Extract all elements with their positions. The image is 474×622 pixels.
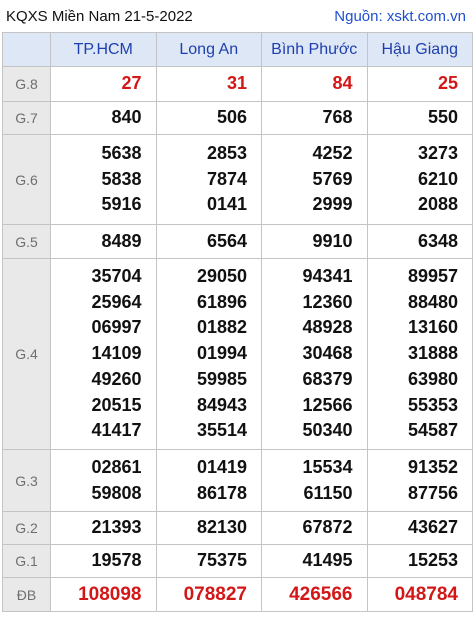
winning-number: 550 [427, 107, 458, 128]
winning-number: 50340 [302, 420, 353, 441]
winning-number: 41417 [91, 420, 142, 441]
prize-label: G.6 [3, 135, 51, 225]
prize-cell-tp-hcm [51, 578, 157, 612]
winning-number: 01994 [196, 343, 247, 364]
winning-number: 55353 [407, 394, 458, 415]
prize-cell-long-an [156, 102, 262, 135]
prize-cell-long-an [156, 67, 262, 102]
prize-cell-tp-hcm [51, 135, 157, 225]
prize-cell-long-an [156, 259, 262, 450]
prize-cell-binh-phuoc [262, 578, 368, 612]
winning-number: 31 [226, 73, 247, 94]
winning-number: 9910 [312, 230, 353, 251]
winning-number: 19578 [91, 550, 142, 571]
winning-number: 2088 [417, 194, 458, 215]
prize-cell-tp-hcm [51, 450, 157, 512]
prize-label: G.1 [3, 545, 51, 578]
corner-cell [3, 33, 51, 67]
prize-cell-binh-phuoc [262, 135, 368, 225]
winning-number: 5638 [101, 142, 142, 163]
winning-number: 59808 [91, 482, 142, 503]
prize-row-g1 [3, 545, 473, 578]
winning-number: 426566 [289, 583, 353, 605]
winning-number: 2999 [312, 194, 353, 215]
prize-row-g4 [3, 259, 473, 450]
winning-number: 31888 [407, 343, 458, 364]
province-header-tp-hcm[interactable]: TP.HCM [51, 33, 157, 67]
prize-cell-hau-giang [367, 225, 473, 259]
prize-cell-hau-giang [367, 102, 473, 135]
winning-number: 02861 [91, 456, 142, 477]
winning-number: 29050 [196, 266, 247, 287]
winning-number: 35514 [196, 420, 247, 441]
prize-cell-tp-hcm [51, 545, 157, 578]
winning-number: 108098 [78, 583, 142, 605]
prize-row-g2 [3, 512, 473, 545]
prize-cell-hau-giang [367, 135, 473, 225]
prize-cell-binh-phuoc [262, 259, 368, 450]
prize-row-g3 [3, 450, 473, 512]
prize-cell-tp-hcm [51, 512, 157, 545]
winning-number: 25964 [91, 291, 142, 312]
prize-cell-binh-phuoc [262, 102, 368, 135]
winning-number: 5769 [312, 168, 353, 189]
winning-number: 27 [121, 73, 142, 94]
prize-cell-hau-giang [367, 67, 473, 102]
winning-number: 84 [332, 73, 353, 94]
winning-number: 7874 [206, 168, 247, 189]
winning-number: 01882 [196, 317, 247, 338]
winning-number: 6564 [206, 230, 247, 251]
prize-cell-binh-phuoc [262, 545, 368, 578]
winning-number: 3273 [417, 142, 458, 163]
winning-number: 68379 [302, 368, 353, 389]
results-table [2, 32, 473, 612]
province-header-hau-giang[interactable]: Hậu Giang [367, 33, 473, 67]
prize-cell-hau-giang [367, 512, 473, 545]
winning-number: 54587 [407, 420, 458, 441]
prize-cell-long-an [156, 135, 262, 225]
winning-number: 2853 [206, 142, 247, 163]
winning-number: 61150 [303, 482, 353, 503]
prize-cell-hau-giang [367, 578, 473, 612]
prize-row-g5 [3, 225, 473, 259]
winning-number: 5916 [101, 194, 142, 215]
province-header-long-an[interactable]: Long An [156, 33, 262, 67]
winning-number: 43627 [407, 517, 458, 538]
prize-label: G.7 [3, 102, 51, 135]
winning-number: 91352 [407, 456, 458, 477]
results-title: KQXS Miền Nam 21-5-2022 [6, 7, 193, 25]
prize-label: G.8 [3, 67, 51, 102]
prize-cell-binh-phuoc [262, 225, 368, 259]
prize-label: G.5 [3, 225, 51, 259]
winning-number: 20515 [91, 394, 142, 415]
winning-number: 59985 [196, 368, 247, 389]
prize-cell-binh-phuoc [262, 67, 368, 102]
winning-number: 87756 [407, 482, 458, 503]
winning-number: 86178 [196, 482, 247, 503]
winning-number: 82130 [196, 517, 247, 538]
winning-number: 89957 [407, 266, 458, 287]
results-header [2, 0, 472, 32]
winning-number: 8489 [101, 230, 142, 251]
prize-label: G.4 [3, 259, 51, 450]
winning-number: 67872 [302, 517, 353, 538]
prize-cell-long-an [156, 545, 262, 578]
prize-cell-long-an [156, 578, 262, 612]
source-link[interactable]: Nguồn: xskt.com.vn [334, 7, 466, 25]
winning-number: 12566 [302, 394, 353, 415]
winning-number: 5838 [101, 168, 142, 189]
prize-row-g8 [3, 67, 473, 102]
prize-cell-tp-hcm [51, 102, 157, 135]
winning-number: 13160 [407, 317, 458, 338]
winning-number: 63980 [407, 368, 458, 389]
prize-row-g7 [3, 102, 473, 135]
winning-number: 15534 [302, 456, 353, 477]
prize-row-db [3, 578, 473, 612]
winning-number: 0141 [206, 194, 247, 215]
winning-number: 06997 [91, 317, 142, 338]
winning-number: 75375 [196, 550, 247, 571]
prize-cell-hau-giang [367, 259, 473, 450]
lottery-results [2, 0, 472, 612]
winning-number: 48928 [302, 317, 353, 338]
province-header-binh-phuoc[interactable]: Bình Phước [262, 33, 368, 67]
winning-number: 41495 [302, 550, 353, 571]
winning-number: 84943 [196, 394, 247, 415]
prize-cell-hau-giang [367, 545, 473, 578]
winning-number: 506 [216, 107, 247, 128]
prize-label: G.3 [3, 450, 51, 512]
winning-number: 840 [111, 107, 142, 128]
prize-rows [3, 67, 473, 612]
prize-label: ĐB [3, 578, 51, 612]
prize-cell-tp-hcm [51, 225, 157, 259]
winning-number: 30468 [302, 343, 353, 364]
winning-number: 6348 [417, 230, 458, 251]
prize-cell-long-an [156, 512, 262, 545]
winning-number: 15253 [407, 550, 458, 571]
prize-cell-hau-giang [367, 450, 473, 512]
prize-row-g6 [3, 135, 473, 225]
winning-number: 6210 [417, 168, 458, 189]
prize-cell-tp-hcm [51, 259, 157, 450]
winning-number: 14109 [91, 343, 142, 364]
winning-number: 4252 [312, 142, 353, 163]
winning-number: 01419 [196, 456, 247, 477]
prize-cell-long-an [156, 225, 262, 259]
winning-number: 88480 [407, 291, 458, 312]
winning-number: 94341 [302, 266, 353, 287]
province-header-row [3, 33, 473, 67]
winning-number: 12360 [302, 291, 353, 312]
winning-number: 35704 [91, 266, 142, 287]
prize-cell-tp-hcm [51, 67, 157, 102]
winning-number: 768 [322, 107, 353, 128]
winning-number: 048784 [394, 583, 458, 605]
prize-cell-binh-phuoc [262, 450, 368, 512]
winning-number: 25 [437, 73, 458, 94]
winning-number: 21393 [91, 517, 142, 538]
winning-number: 49260 [91, 368, 142, 389]
prize-cell-binh-phuoc [262, 512, 368, 545]
winning-number: 61896 [196, 291, 247, 312]
prize-cell-long-an [156, 450, 262, 512]
prize-label: G.2 [3, 512, 51, 545]
winning-number: 078827 [183, 583, 247, 605]
